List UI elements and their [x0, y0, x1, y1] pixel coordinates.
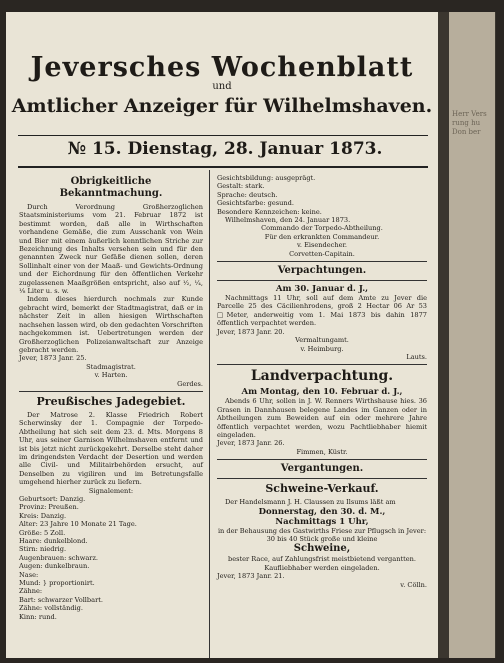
title-conjunction: und — [212, 81, 232, 92]
masthead-rule-bottom — [18, 166, 428, 168]
issue-line: № 15. Dienstag, 28. Januar 1873. — [67, 139, 383, 159]
signalement-continued: Besondere Kennzeichen: keine. — [217, 207, 322, 216]
land-lease-date: Jever, 1873 Janr. 26. — [217, 439, 285, 448]
land-lease-date-lead: Am Montag, den 10. Februar d. J., — [241, 387, 403, 398]
section-heading-jadegebiet: Preußisches Jadegebiet. — [36, 394, 186, 408]
section-divider — [217, 261, 427, 262]
lease-text: Nachmittags 11 Uhr, soll auf dem Amte zu Jever die Parcelle 25 des Cäcilienhrodens, groß 2 Hectar 06 Ar 53 □Meter, anderweitig vom 1. Mai 1873 bis dahin 1877 öffentlich verpachtet werden. — [217, 294, 427, 328]
signalement-item: Nase: — [19, 570, 39, 579]
signalement-list — [19, 495, 203, 621]
signalement-continued: Sprache: deutsch. — [217, 190, 278, 199]
signalement-item: Zähne: vollständig. — [19, 604, 83, 613]
land-lease-signature: Fimmen, Küstr. — [296, 447, 348, 456]
signalement-continued: Gestalt: stark. — [217, 182, 265, 191]
lease-signature: v. Heimburg. — [300, 344, 344, 353]
command-signature: v. Eisendecher. — [296, 241, 348, 250]
pig-sale-lead: Der Handelsmann J. H. Claussen zu Ilsums läßt am — [225, 498, 396, 507]
signalement-item: Kreis: Danzig. — [19, 511, 67, 520]
pig-sale-count: 30 bis 40 Stück große und kleine — [266, 534, 378, 543]
command-rank: Corvetten-Capitain. — [289, 249, 355, 258]
lease-date: Jever, 1873 Janr. 20. — [217, 327, 285, 336]
pig-sale-location: in der Behausung des Gastwirths Friese zur Pflugsch in Jever: — [217, 526, 427, 535]
signalement-continued: Gesichtsfarbe: gesund. — [217, 199, 294, 208]
pig-sale-date: Jever, 1873 Janr. 21. — [217, 572, 285, 581]
desertion-notice-paragraph: Der Matrose 2. Klasse Friedrich Robert Scherwinsky der 1. Compagnie der Torpedo-Abtheilung hat sich seit dem 23. d. Mts. Morgens 8 Uhr, aus seiner Garnison Wilhelmshaven entfernt und ist bis jetzt nicht zurückgekehrt. Derselbe steht daher im dringendsten Verdacht der Desertion und werden alle Civil- und Militairbehörden ersucht, auf Denselben zu vigiliren und im Betretungsfalle umgehend hierher zurück zu liefern. — [19, 410, 203, 487]
bleed-through-text: Herr Vers rung hu Don ber — [452, 110, 487, 136]
pig-sale-signature: v. Cölln. — [400, 580, 427, 589]
newspaper-title: Jeversches Wochenblatt — [30, 52, 414, 83]
notice-signature: v. Harten. — [94, 371, 128, 380]
signalement-item: Kinn: rund. — [19, 612, 57, 621]
newspaper-subtitle: Amtlicher Anzeiger für Wilhelmshaven. — [11, 95, 433, 117]
signalement-title: Signalement: — [88, 486, 134, 495]
section-divider — [217, 280, 427, 281]
land-lease-heading: Landverpachtung. — [250, 368, 394, 385]
left-column — [19, 174, 203, 621]
signalement-item: Mund: } proportionirt. — [19, 579, 95, 588]
section-heading-auctions: Vergantungen. — [280, 463, 364, 475]
signalement-item: Alter: 23 Jahre 10 Monate 21 Tage. — [19, 520, 137, 529]
pig-sale-word: Schweine, — [293, 543, 351, 555]
signalement-item: Augenbrauen: schwarz. — [19, 553, 99, 562]
book-spine-next-page — [449, 12, 495, 658]
signalement-item: Augen: dunkelbraun. — [19, 562, 90, 571]
notice-date: Jever, 1873 Janr. 25. — [19, 354, 87, 363]
command-date: Wilhelmshaven, den 24. Januar 1873. — [225, 216, 351, 225]
land-lease-text: Abends 6 Uhr, sollen in J. W. Renners Wirthshause hies. 36 Grasen in Dannhausen belegene Landes im Ganzen oder in Abtheilungen zum Beweiden auf ein oder mehrere Jahre öffentlich verpachtet werden, wozu Pachtliebhaber hiemit eingeladen. — [217, 397, 427, 439]
newspaper-page — [6, 12, 438, 658]
signalement-item: Haare: dunkelblond. — [19, 537, 88, 546]
signalement-item: Zähne: — [19, 587, 43, 596]
lease-authority: Vermaltungamt. — [295, 336, 349, 345]
command-authority: Commando der Torpedo-Abtheilung. — [261, 224, 383, 233]
official-notice-paragraph-2: Indem dieses hierdurch nochmals zur Kunde gebracht wird, bemerkt der Stadtmagistrat, daß er in nächster Zeit in allen hiesigen Wirthschaften nachsehen lassen wird, ob den gedachten Vorschriften nachgekommen ist. Uebertretungen werden der Großherzoglichen Polizeianwaltschaft zur Anzeige gebracht werden. — [19, 295, 203, 354]
signalement-item: Provinz: Preußen. — [19, 503, 79, 512]
section-divider — [217, 478, 427, 479]
pig-sale-day: Donnerstag, den 30. d. M., — [258, 506, 386, 517]
section-divider — [217, 364, 427, 365]
official-notice-paragraph: Durch Verordnung Großherzoglichen Staatsministeriums vom 21. Februar 1872 ist bestimmt worden, daß alle in Wirthschaften vorhandene Gemäße, die zum Ausschank von Wein und Bier mit einem äußerlich kenntlichen Striche zur Bezeichnung des Inhalts versehen sein und für den genannten Zweck nur Gefäße dienen sollen, deren Sollinhalt einer von der Maaß- und Gewichts-Ordnung und der Eichordnung für den öffentlichen Verkehr zugelassenen Maaßgrößen entspricht, also auf ¹⁄₂, ¹⁄₄, ¹⁄₈ Liter u. s. w. — [19, 203, 203, 296]
masthead-rule-top — [18, 135, 428, 136]
lease-date-lead: Am 30. Januar d. J., — [275, 284, 369, 295]
lease-signature-2: Lauts. — [406, 352, 427, 361]
signalement-item: Geburtsort: Danzig. — [19, 495, 86, 503]
notice-signature-2: Gerdes. — [177, 379, 203, 388]
section-divider — [217, 459, 427, 460]
section-heading-official: Obrigkeitliche Bekanntmachung. — [59, 176, 163, 199]
notice-authority: Stadmagistrat. — [86, 362, 136, 371]
signalement-continued: Gesichtsbildung: ausgeprägt. — [217, 174, 316, 182]
pig-sale-time: Nachmittags 1 Uhr, — [275, 516, 369, 527]
masthead — [6, 12, 438, 117]
section-heading-lease: Verpachtungen. — [277, 265, 367, 277]
command-substitute: Für den erkrankten Commandeur. — [264, 232, 380, 241]
signalement-item: Stirn: niedrig. — [19, 545, 67, 554]
pig-sale-terms: bester Race, auf Zahlungsfrist meistbietend vergantten. Kaufliebhaber werden eingeladen. — [227, 555, 417, 572]
column-divider — [209, 170, 210, 658]
signalement-item: Bart: schwarzer Vollbart. — [19, 595, 103, 604]
pig-sale-heading: Schweine-Verkauf. — [265, 482, 379, 496]
signalement-item: Größe: 5 Zoll. — [19, 528, 66, 537]
right-column — [217, 174, 427, 589]
section-divider — [19, 391, 203, 392]
